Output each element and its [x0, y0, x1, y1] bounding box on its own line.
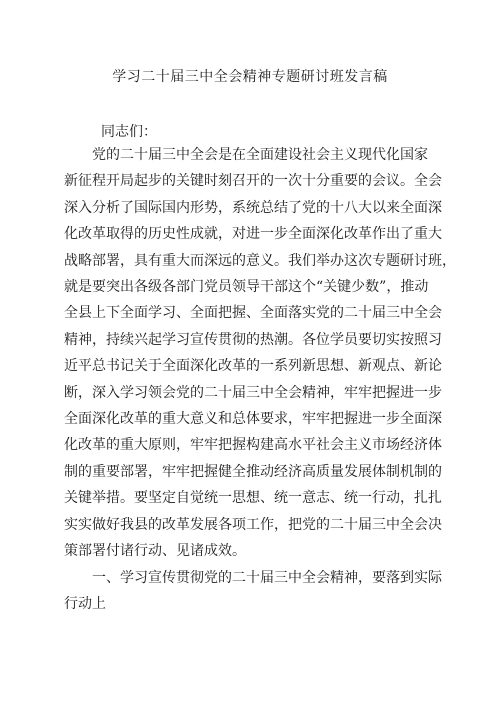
paragraph-intro [64, 142, 456, 565]
text-line: 全县上下全面学习、全面把握、全面落实党的二十届三中全会 [64, 305, 442, 322]
section-heading-1 [64, 565, 442, 618]
text-line: 全面深化改革的重大意义和总体要求，牢牢把握进一步全面深 [64, 411, 442, 428]
text-line: 一、学习宣传贯彻党的二十届三中全会精神，要落到实际 [92, 569, 442, 586]
text-line: 深入分析了国际国内形势，系统总结了党的十八大以来全面深 [64, 199, 442, 216]
text-line: 就是要突出各级各部门党员领导干部这个“关键少数”，推动 [64, 279, 429, 296]
text-line: 策部署付诸行动、见诸成效。 [64, 543, 246, 560]
text-line: 近平总书记关于全面深化改革的一系列新思想、新观点、新论 [64, 358, 442, 375]
salutation: 同志们： [101, 124, 157, 140]
text-line: 党的二十届三中全会是在全面建设社会主义现代化国家 [92, 147, 428, 163]
text-line: 精神，持续兴起学习宣传贯彻的热潮。各位学员要切实按照习 [64, 331, 442, 348]
text-line: 实实做好我县的改革发展各项工作，把党的二十届三中全会决 [64, 516, 442, 533]
text-line: 化改革取得的历史性成就，对进一步全面深化改革作出了重大 [64, 226, 442, 243]
document-body [64, 142, 456, 617]
text-line: 制的重要部署，牢牢把握健全推动经济高质量发展体制机制的 [64, 463, 442, 480]
text-line: 断，深入学习领会党的二十届三中全会精神，牢牢把握进一步 [64, 384, 442, 401]
text-line: 关键举措。要坚定自觉统一思想、统一意志、统一行动，扎扎 [64, 490, 442, 507]
document-title: 学习二十届三中全会精神专题研讨班发言稿 [112, 69, 388, 85]
text-line: 行动上 [64, 595, 106, 612]
text-line: 化改革的重大原则，牢牢把握构建高水平社会主义市场经济体 [64, 437, 442, 454]
text-line: 战略部署，具有重大而深远的意义。我们举办这次专题研讨班， [64, 252, 456, 269]
text-line: 新征程开局起步的关键时刻召开的一次十分重要的会议。全会 [64, 173, 442, 190]
